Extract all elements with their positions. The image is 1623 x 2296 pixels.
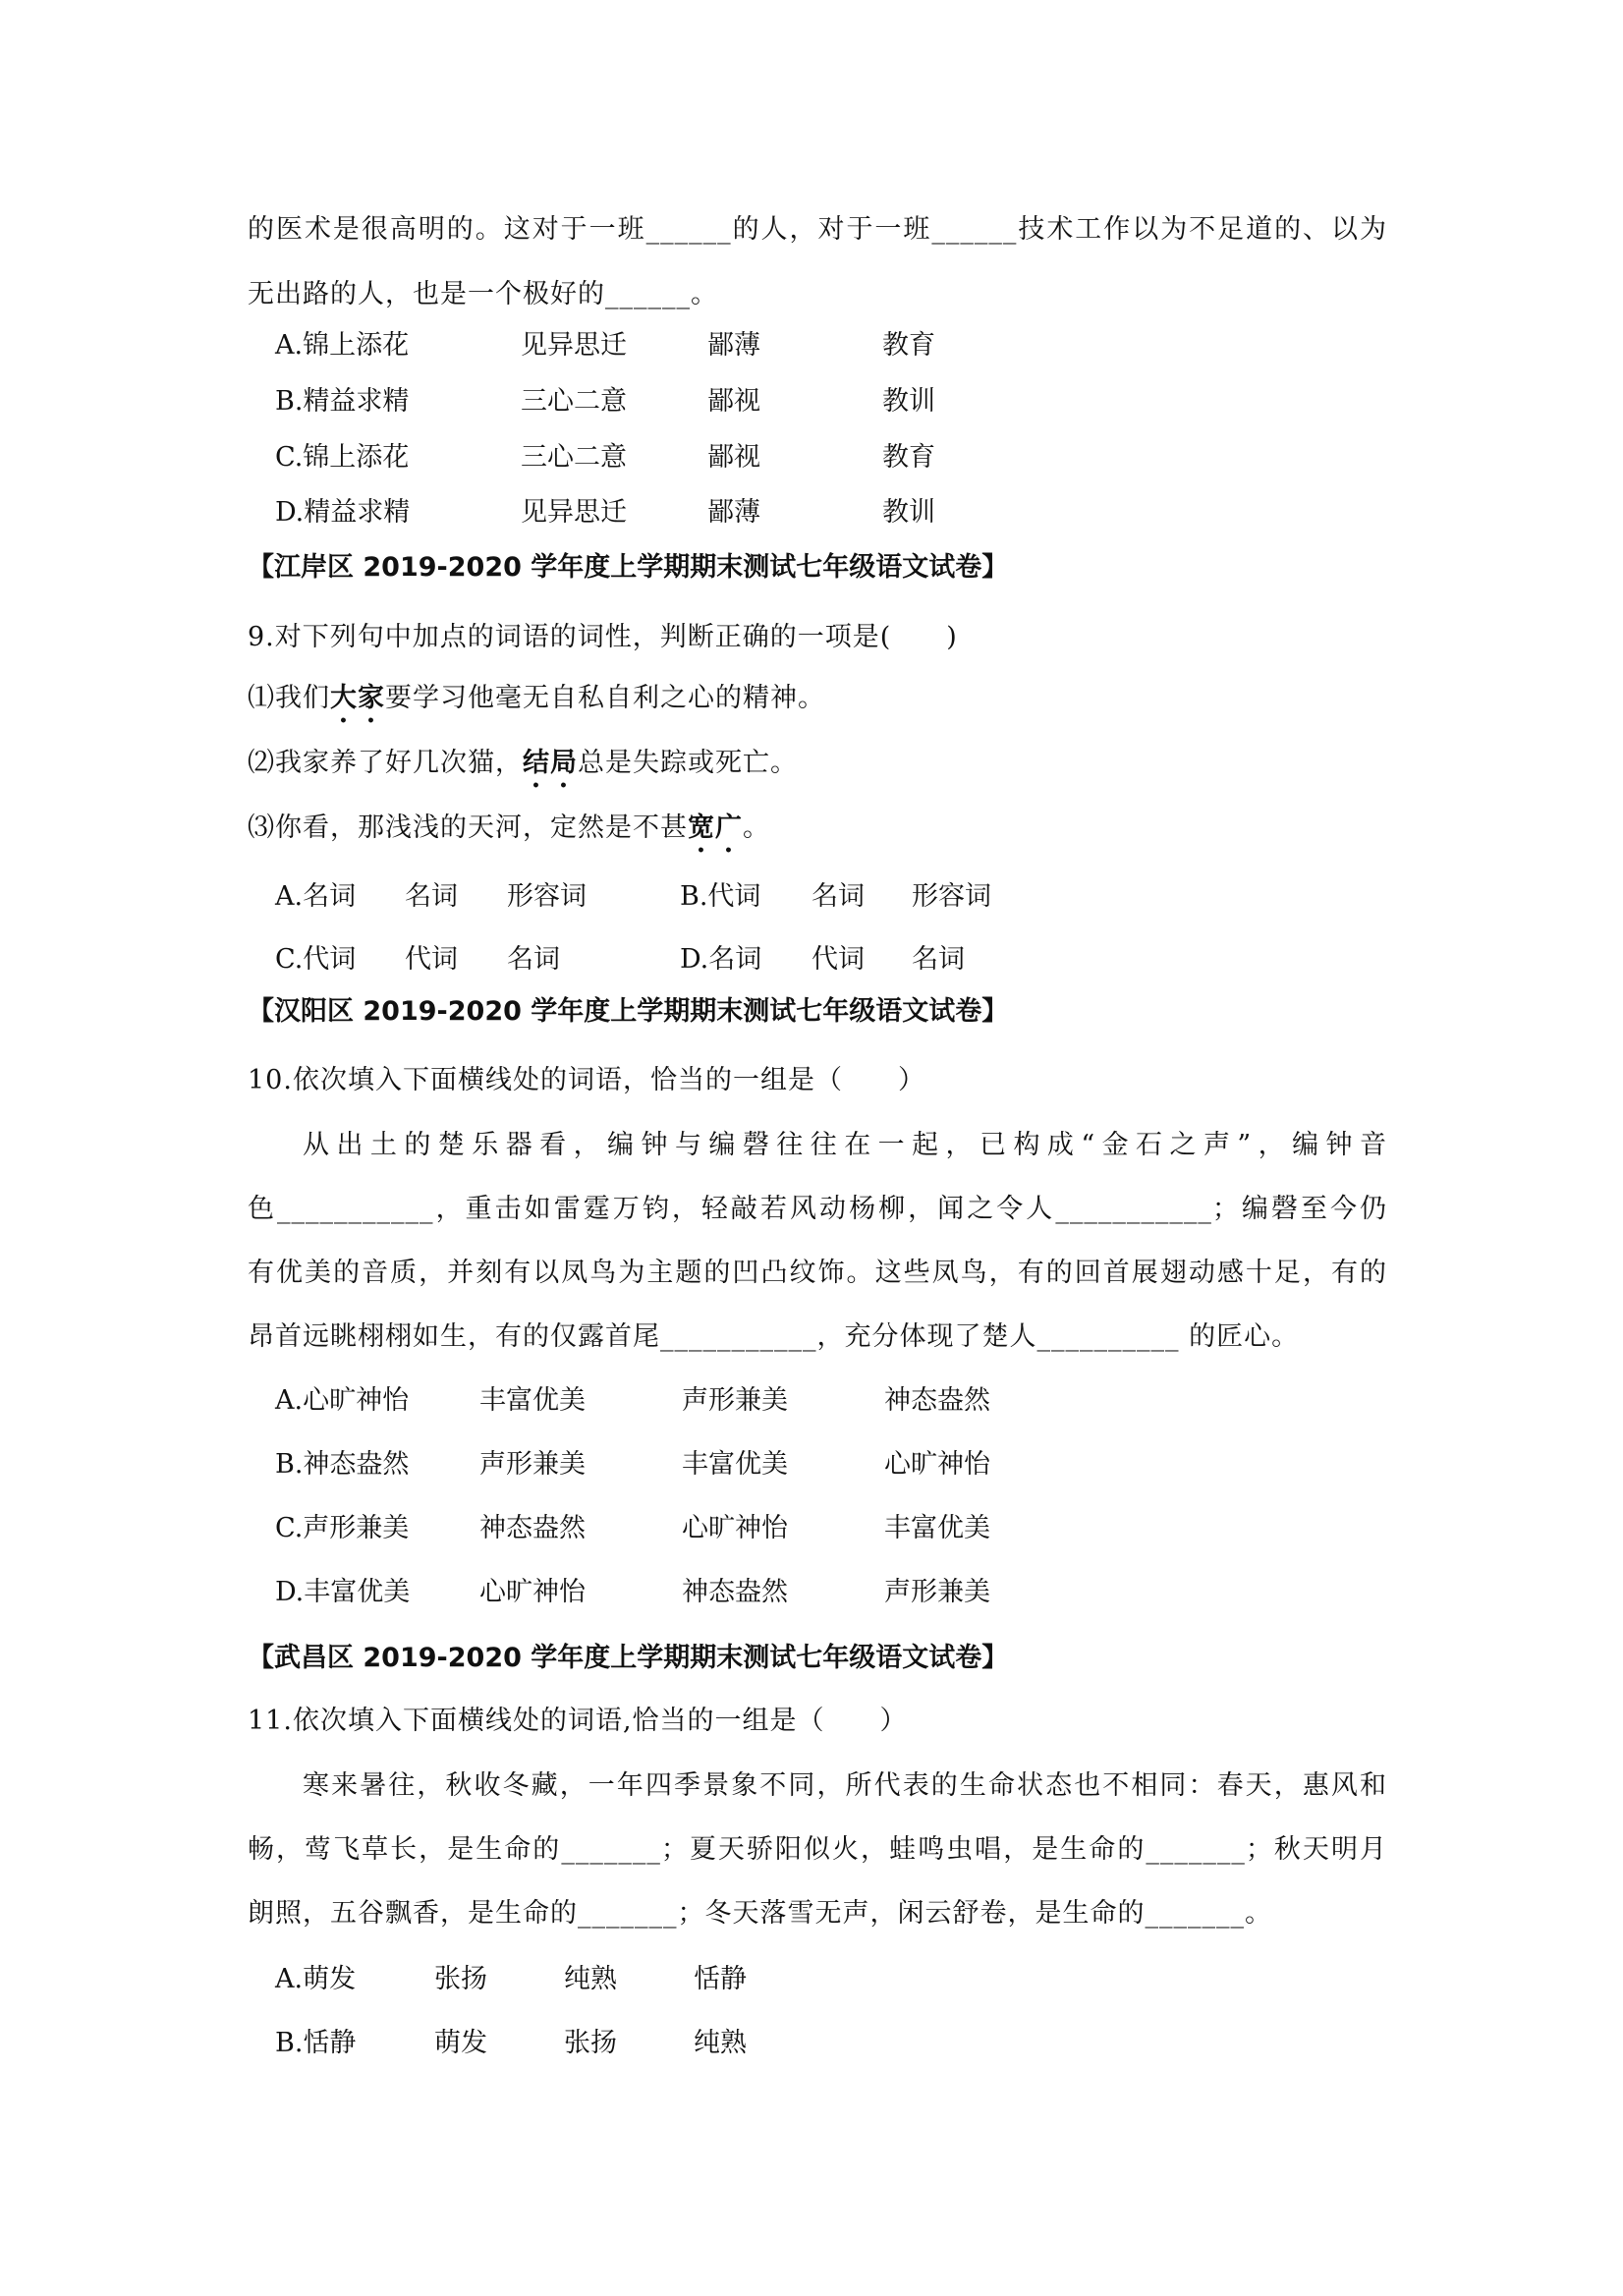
sentence-1 — [248, 679, 825, 729]
option-cell: 神态盎然 — [479, 1513, 586, 1543]
passage-line: 无出路的人，也是一个极好的______。 — [248, 279, 718, 309]
option-row — [275, 1573, 990, 1612]
text: 要学习他毫无自私自利之心的精神。 — [385, 683, 825, 713]
passage-line: 昂首远眺栩栩如生，有的仅露首尾___________，充分体现了楚人__________ 的匠心。 — [248, 1321, 1300, 1352]
option-row — [275, 1509, 990, 1548]
question-stem: 11.依次填入下面横线处的词语,恰当的一组是（ ） — [248, 1706, 908, 1736]
option-row — [275, 1960, 747, 1999]
option-cell: 形容词 — [507, 881, 587, 912]
option-d: D.精益求精 — [275, 497, 411, 528]
section-heading: 【汉阳区 2019-2020 学年度上学期期末测试七年级语文试卷】 — [248, 996, 1009, 1027]
question-stem: 9.对下列句中加点的词语的词性，判断正确的一项是( ) — [248, 622, 958, 652]
option-row — [275, 438, 935, 477]
option-cell: 声形兼美 — [682, 1385, 788, 1416]
option-cell: 丰富优美 — [884, 1513, 990, 1543]
dotted-word: 结局 — [523, 748, 578, 778]
option-c: C.代词 — [275, 944, 357, 975]
passage-line: 色___________，重击如雷霆万钧，轻敲若风动杨柳，闻之令人___________；编磬至今仍 — [248, 1194, 1387, 1224]
option-cell: 纯熟 — [694, 2028, 747, 2058]
option-b: B.神态盎然 — [275, 1449, 410, 1480]
text: ⑶你看，那浅浅的天河，定然是不甚 — [248, 812, 688, 843]
option-cell: 纯熟 — [564, 1964, 617, 1994]
option-c: C.声形兼美 — [275, 1513, 410, 1543]
text: ⑵我家养了好几次猫， — [248, 748, 523, 778]
option-cell: 名词 — [507, 944, 560, 975]
option-row — [275, 877, 991, 917]
option-cell: 丰富优美 — [479, 1385, 586, 1416]
option-a: A.锦上添花 — [275, 330, 410, 361]
option-c: C.锦上添花 — [275, 442, 410, 473]
option-cell: 三心二意 — [521, 386, 627, 417]
option-cell: 丰富优美 — [682, 1449, 788, 1480]
option-d: D.名词 — [680, 944, 762, 975]
passage-line: 的医术是很高明的。这对于一班______的人，对于一班______技术工作以为不足道的、以为 — [248, 214, 1387, 245]
option-cell: 见异思迁 — [521, 497, 627, 528]
passage-line: 朗照，五谷飘香，是生命的_______；冬天落雪无声，闲云舒卷，是生命的_______。 — [248, 1898, 1272, 1929]
passage-line: 有优美的音质，并刻有以凤鸟为主题的凹凸纹饰。这些凤鸟，有的回首展翅动感十足，有的 — [248, 1258, 1387, 1288]
section-heading: 【江岸区 2019-2020 学年度上学期期末测试七年级语文试卷】 — [248, 552, 1009, 583]
dotted-word: 宽广 — [688, 812, 743, 843]
passage-line: 畅，莺飞草长，是生命的_______；夏天骄阳似火，蛙鸣虫唱，是生命的_______；秋天明月 — [248, 1834, 1387, 1865]
option-a: A.名词 — [275, 881, 357, 912]
option-cell: 张扬 — [434, 1964, 487, 1994]
option-cell: 三心二意 — [521, 442, 627, 473]
option-cell: 心旷神怡 — [479, 1577, 586, 1607]
option-b: B.代词 — [680, 881, 761, 912]
option-a: A.心旷神怡 — [275, 1385, 410, 1416]
option-cell: 神态盎然 — [682, 1577, 788, 1607]
option-cell: 见异思迁 — [521, 330, 627, 361]
option-row — [275, 1381, 990, 1421]
text: 。 — [743, 812, 770, 843]
text: ⑴我们 — [248, 683, 330, 713]
option-cell: 声形兼美 — [884, 1577, 990, 1607]
option-cell: 教训 — [882, 497, 935, 528]
option-cell: 教育 — [882, 330, 935, 361]
option-cell: 心旷神怡 — [884, 1449, 990, 1480]
option-b: B.恬静 — [275, 2028, 357, 2058]
option-cell: 恬静 — [694, 1964, 747, 1994]
option-cell: 名词 — [405, 881, 458, 912]
section-heading: 【武昌区 2019-2020 学年度上学期期末测试七年级语文试卷】 — [248, 1643, 1009, 1673]
sentence-3 — [248, 809, 770, 859]
option-row — [275, 382, 935, 421]
option-cell: 名词 — [912, 944, 965, 975]
option-cell: 代词 — [812, 944, 865, 975]
dotted-word: 大家 — [330, 683, 385, 713]
option-row — [275, 2024, 747, 2063]
option-cell: 教育 — [882, 442, 935, 473]
option-cell: 形容词 — [912, 881, 991, 912]
option-cell: 教训 — [882, 386, 935, 417]
option-d: D.丰富优美 — [275, 1577, 411, 1607]
passage-line: 寒来暑往，秋收冬藏，一年四季景象不同，所代表的生命状态也不相同：春天，惠风和 — [303, 1770, 1387, 1801]
option-cell: 张扬 — [564, 2028, 617, 2058]
text: 总是失踪或死亡。 — [578, 748, 798, 778]
option-cell: 鄙薄 — [707, 330, 760, 361]
option-cell: 声形兼美 — [479, 1449, 586, 1480]
option-cell: 萌发 — [434, 2028, 487, 2058]
option-cell: 鄙视 — [707, 442, 760, 473]
passage-line: 从出土的楚乐器看，编钟与编磬往往在一起，已构成“金石之声”，编钟音 — [303, 1130, 1387, 1160]
option-row — [275, 940, 965, 980]
option-cell: 鄙薄 — [707, 497, 760, 528]
option-b: B.精益求精 — [275, 386, 410, 417]
option-row — [275, 1445, 990, 1484]
option-row — [275, 326, 935, 365]
option-row — [275, 493, 935, 532]
option-a: A.萌发 — [275, 1964, 357, 1994]
option-cell: 心旷神怡 — [682, 1513, 788, 1543]
option-cell: 名词 — [812, 881, 865, 912]
option-cell: 代词 — [405, 944, 458, 975]
question-stem: 10.依次填入下面横线处的词语，恰当的一组是（ ） — [248, 1065, 925, 1095]
option-cell: 鄙视 — [707, 386, 760, 417]
sentence-2 — [248, 744, 798, 794]
option-cell: 神态盎然 — [884, 1385, 990, 1416]
